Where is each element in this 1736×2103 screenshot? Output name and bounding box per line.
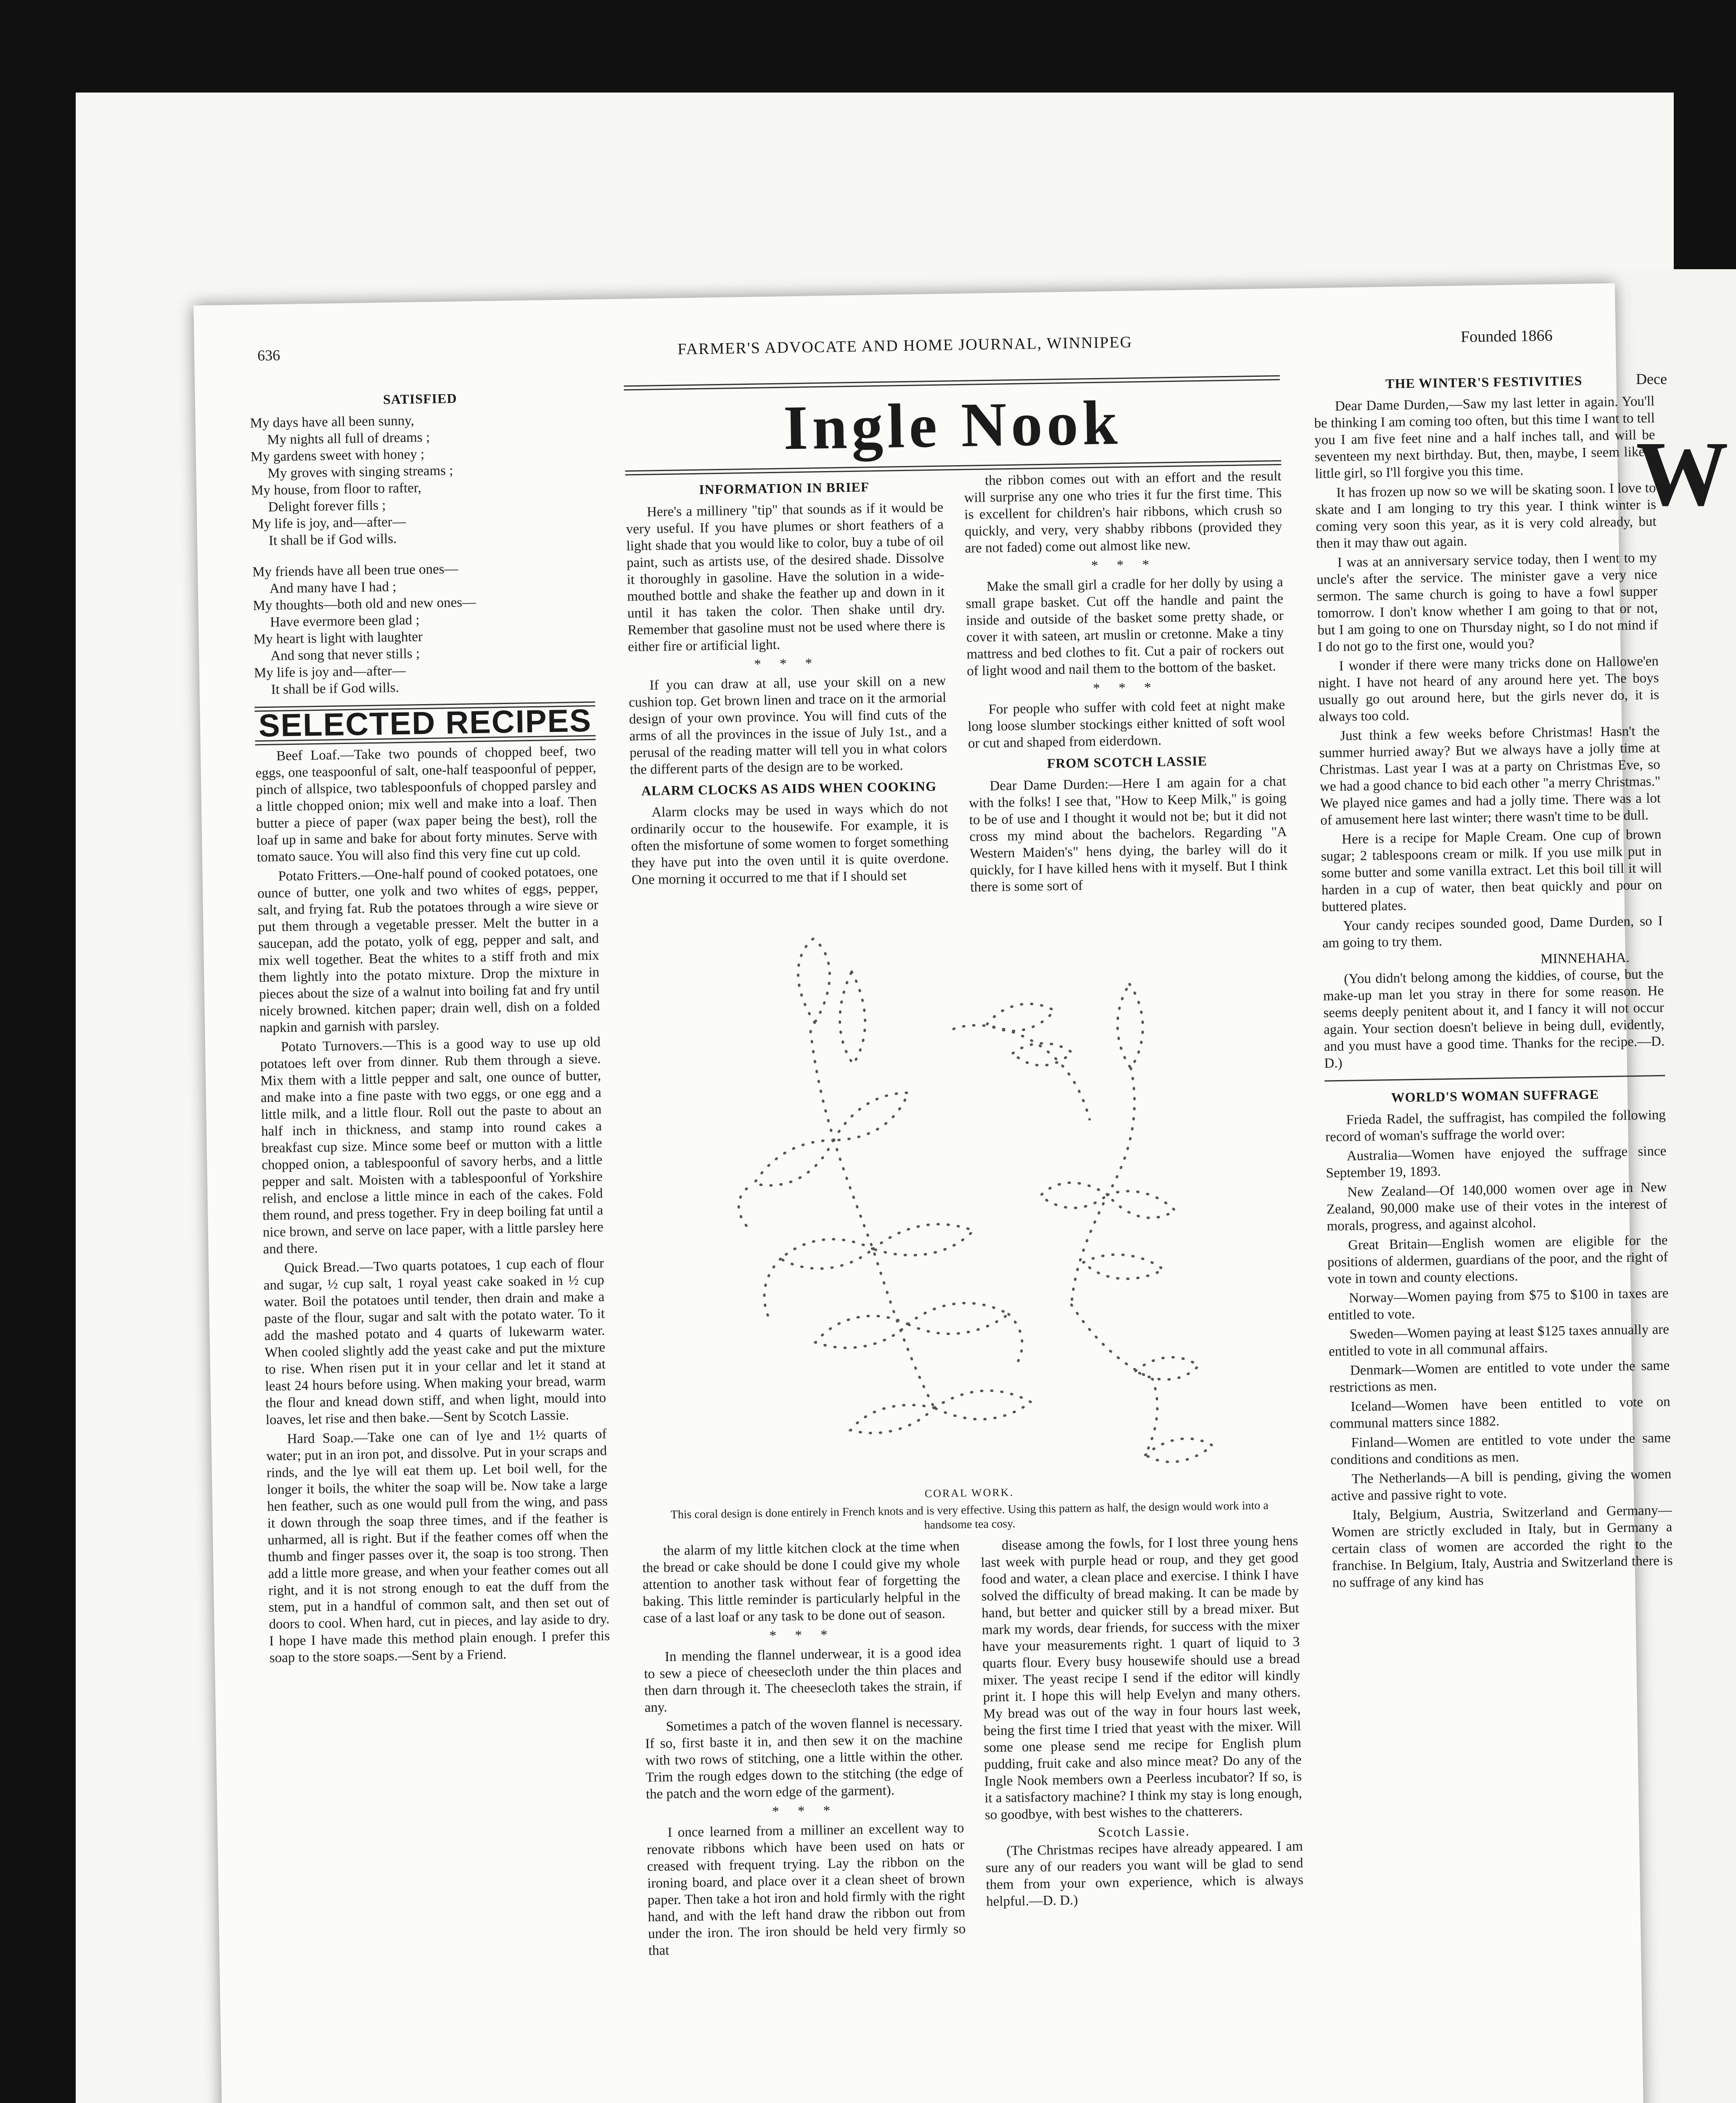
ingle-nook-upper <box>625 468 1288 903</box>
suffrage-paragraph: Iceland—Women have been entitled to vote on communal matters since 1882. <box>1330 1394 1670 1432</box>
poem-line: Have evermore been glad ; <box>270 612 420 630</box>
poem-line: And song that never stills ; <box>270 646 420 664</box>
poem-line: My days have all been sunny, <box>250 413 414 431</box>
poem-line: My nights all full of dreams ; <box>267 429 430 448</box>
coral-work-figure <box>632 898 1297 1488</box>
ingle-nook-lower-right <box>980 1533 1305 1957</box>
poem-line: My heart is light with laughter <box>253 629 423 647</box>
info-paragraph: the ribbon comes out with an effort and the result will surprise any one who tries it fur the first time. This is excellent for children's hair ribbons, which crush so quickly, and very, very shabby ribbons (provided they are not faded) come out almost like new. <box>964 468 1283 556</box>
suffrage-paragraph: Italy, Belgium, Austria, Switzerland and Germany—Women are strictly excluded in Italy, but in Germany a certain class of women are accorded the right to the franchise. In Belgium, Italy, Austria and Switzerland there is no suffrage of any kind has <box>1331 1502 1673 1591</box>
column-left <box>249 384 610 1669</box>
editor-note: (The Christmas recipes have already appeared. I am sure any of our readers you want will be glad to send them from your own experience, which is always helpful.—D. D.) <box>985 1838 1304 1910</box>
suffrage-paragraph: Norway—Women paying from $75 to $100 in taxes are entitled to vote. <box>1328 1285 1669 1323</box>
winter-paragraph: Here is a recipe for Maple Cream. One cup of brown sugar; 2 tablespoons cream or milk. If you use milk put in some butter and some vanilla extract. Let this boil till it will harden in a cup of water, then beat quickly and pour on buttered plates. <box>1321 826 1662 915</box>
info-heading: INFORMATION IN BRIEF <box>699 479 870 497</box>
suffrage-heading: WORLD'S WOMAN SUFFRAGE <box>1391 1086 1599 1105</box>
poem-line: My life is joy, and—after— <box>251 514 406 532</box>
poem-line: And many have I had ; <box>269 579 397 596</box>
suffrage-paragraph: Australia—Women have enjoyed the suffrage since September 19, 1893. <box>1326 1143 1667 1181</box>
column-middle <box>624 373 1305 1962</box>
suffrage-paragraph: Denmark—Women are entitled to vote under the same restrictions as men. <box>1329 1358 1670 1396</box>
recipe-paragraph: Quick Bread.—Two quarts potatoes, 1 cup each of flour and sugar, ½ cup salt, 1 royal yeast cake soaked in ½ cup water. Boil the potatoes until tender, then drain and make a paste of the flour, sugar and salt with the potato water. To it add the mashed potato and 4 quarts of lukewarm water. When cooled slightly add the yeast cake and put the mixture to rise. When risen put it in your cellar and let it stand at least 24 hours before using. When making your bread, warm the flour and knead down stiff, and when light, mould into loaves, let rise and then bake.—Sent by Scotch Lassie. <box>263 1255 606 1428</box>
scotch-paragraph: Dear Dame Durden:—Here I am again for a chat with the folks! I see that, "How to Keep Milk," is going to be of use and I thought it would not be; but it did not cross my mind about the bachelors. Regarding "A Western Maiden's" hens dying, the barley will do it quickly, for I have killed hens with it myself. But I think there is some sort of <box>969 773 1288 895</box>
stars-divider: * * * <box>754 656 820 672</box>
continued-paragraph: disease among the fowls, for I lost three young hens last week with purple head or roup, and they get good food and water, a clean place and exercise. I think I have solved the difficulty of bread making. It can be made by hand, but better and quicker still by a bread mixer. But mark my words, dear friends, for success with the mixer have your measurements right. 1 quart of liquid to 3 quarts flour. Every busy housewife should use a bread mixer. The yeast recipe I send if the editor will kindly print it. I hope this will help Evelyn and many others. My bread was out of the way in four hours last week, being the first time I tried that yeast with the mixer. Will some one please send me recipe for English plum pudding, fruit cake and also mince meat? Do any of the Ingle Nook members own a Peerless incubator? If so, is it a satisfactory machine? I think my stay is long enough, so goodbye, with best wishes to the chatterers. <box>981 1533 1302 1823</box>
poem-line: My life is joy and—after— <box>254 663 406 681</box>
column-right <box>1313 367 1673 1594</box>
stars-divider: * * * <box>772 1803 838 1820</box>
info-paragraph: Here's a millinery "tip" that sounds as if it would be very useful. If you have plumes or short feathers of a light shade that you would like to color, buy a tube of oil paint, such as artists use, of the desired shade. Dissolve it thoroughly in gasoline. Have the solution in a wide-mouthed bottle and shake the feather up and down in it until it has taken the color. Then shake until dry. Remember that gasoline must not be used where there is either fire or artificial light. <box>626 500 945 655</box>
recipe-paragraph: Beef Loaf.—Take two pounds of chopped beef, two eggs, one teaspoonful of salt, one-half teaspoonful of pepper, pinch of allspice, two tablespoonfuls of chopped parsley and a little chopped onion; mix well and make into a loaf. Then butter a piece of paper (wax paper being the best), roll the loaf up in same and bake for about forty minutes. Serve with tomato sauce. You will also find this very fine cut up cold. <box>255 743 598 865</box>
page-header <box>257 326 1553 372</box>
recipe-paragraph: Potato Turnovers.—This is a good way to use up old potatoes left over from dinner. Rub them through a sieve. Mix them with a little pepper and salt, one ounce of butter, and make into a fine paste with two eggs, or one egg and a little milk, and a little flour. Roll out the paste to about an half inch in thickness, and stamp into round cakes a breakfast cup size. Mince some beef or mutton with a little chopped onion, a tablespoonful of savory herbs, and a little pepper and salt. Moisten with a tablespoonful of Yorkshire relish, and enclose a little mince in each of the cakes. Fold them round, and press together. Fry in deep boiling fat until a nice brown, and serve on lace paper, with a little parsley here and there. <box>260 1034 604 1257</box>
winter-paragraph: I wonder if there were many tricks done on Hallowe'en night. I have not heard of any around here yet. The boys usually go out around here, but the girls never do, it is always too cold. <box>1318 653 1659 725</box>
ingle-nook-title: Ingle Nook <box>783 387 1122 463</box>
stars-divider: * * * <box>1091 557 1157 574</box>
poem-title: SATISFIED <box>383 390 457 407</box>
continued-paragraph: Sometimes a patch of the woven flannel is necessary. If so, first baste it in, and then sew it on the machine with two rows of stitching, one a little within the other. Trim the rough edges down to the stitching (the edge of the patch and the worn edge of the garment). <box>645 1714 963 1802</box>
winter-heading: THE WINTER'S FESTIVITIES <box>1385 373 1583 392</box>
journal-title: FARMER'S ADVOCATE AND HOME JOURNAL, WINNIPEG <box>677 333 1133 358</box>
suffrage-paragraph: The Netherlands—A bill is pending, giving the women active and passive right to vote. <box>1331 1466 1672 1504</box>
suffrage-paragraph: Great Britain—English women are eligible for the positions of aldermen, guardians of the poor, and the right of vote in town and county elections. <box>1327 1232 1668 1287</box>
minnehaha-signature: MINNEHAHA. <box>1540 950 1630 967</box>
winter-paragraph: I was at an anniversary service today, then I went to my uncle's after the service. The minister gave a very nice sermon. The same church is going to have a fowl supper tomorrow. I don't know whether I am going to that or not, but I am going to one on Thursday night, so I do not mind if I do not go to the first one, would you? <box>1316 550 1658 655</box>
editor-note: (You didn't belong among the kiddies, of course, but the make-up man let you stray in there for some reason. He seems deeply penitent about it, and I fancy it will not occur again. Your section doesn't believe in being dull, evidently, and you must have a good time. Thanks for the recipe.—D. D.) <box>1323 966 1665 1071</box>
scotch-heading: FROM SCOTCH LASSIE <box>1047 753 1207 771</box>
suffrage-paragraph: New Zealand—Of 140,000 women over age in New Zealand, 90,000 make use of their votes in the interest of morals, progress, and against alcohol. <box>1326 1179 1667 1234</box>
recipes-heading: SELECTED RECIPES <box>258 702 592 744</box>
ingle-nook-upper-left <box>625 473 950 904</box>
stars-divider: * * * <box>769 1627 835 1644</box>
poem-line: My groves with singing streams ; <box>267 463 453 481</box>
scotch-lassie-signature: Scotch Lassie. <box>1098 1823 1190 1841</box>
ingle-nook-lower <box>642 1533 1305 1962</box>
continued-paragraph: I once learned from a milliner an excellent way to renovate ribbons which have been used on hats or creased with frequent trying. Lay the ribbon on the ironing board, and place over it a clean sheet of brown paper. Then take a hot iron and hold firmly with the right hand, and with the left hand draw the ribbon out from under the iron. The iron should be held very firmly so that <box>646 1820 966 1959</box>
suffrage-paragraph: Finland—Women are entitled to vote under the same conditions and conditions as men. <box>1330 1430 1671 1468</box>
page-number: 636 <box>257 347 281 364</box>
poem-line: It shall be if God wills. <box>268 531 397 548</box>
coral-design-illustration <box>632 898 1297 1488</box>
info-paragraph: If you can draw at all, use your skill on a new cushion top. Get brown linen and trace on it the armorial design of your own province. You will find cuts of the arms of all the provinces in the issue of July 1st., and a perusal of the reading matter will tell you in what colors the different parts of the design are to be worked. <box>628 673 947 778</box>
poem-line: Delight forever fills ; <box>268 498 386 515</box>
ingle-nook-upper-right <box>964 468 1288 898</box>
info-paragraph: Make the small girl a cradle for her dolly by using a small grape basket. Cut off the handle and paint the inside and outside of the basket some pretty shade, or cover it with sateen, art muslin or cretonne. Make a tiny mattress and bed clothes to fit. Cut a pair of rockers out of light wood and nail them to the bottom of the basket. <box>966 574 1284 679</box>
alarm-paragraph: Alarm clocks may be used in ways which do not ordinarily occur to the housewife. For example, it is often the misfortune of some women to forget something they have put into the oven until it is quite overdone. One morning it occurred to me that if I should set <box>630 800 949 888</box>
stars-divider: * * * <box>1093 680 1159 697</box>
suffrage-paragraph: Sweden—Women paying at least $125 taxes annually are entitled to vote in all communal affairs. <box>1328 1322 1670 1359</box>
figure-title: CORAL WORK. <box>924 1486 1014 1500</box>
figure-caption: This coral design is done entirely in French knots and is very effective. Using this pattern as half, the design would work into a handsome tea cosy. <box>670 1499 1269 1532</box>
suffrage-paragraph: Frieda Radel, the suffragist, has compiled the following record of woman's suffrage the world over: <box>1325 1107 1666 1145</box>
poem-line: My friends have all been true ones— <box>252 561 458 580</box>
poem-line: My house, from floor to rafter, <box>251 480 422 498</box>
recipe-paragraph: Hard Soap.—Take one can of lye and 1½ quarts of water; put in an iron pot, and dissolve. Put in your scraps and rinds, and the lye will eat them up. Let boil well, for the longer it boils, the whiter the soap will be. Now take a large hen feather, such as one would pull from the wing, and pass it down through the soap three times, and if the feather is unharmed, all is right. But if the feather comes off when the thumb and finger passes over it, the soap is too strong. Then add a little more grease, and when your feather comes out all right, and it is not strong enough to eat the duff from the stem, put in a handful of common salt, and then set out of doors to cool. When hard, cut in pieces, and lay aside to dry. I hope I have made this method plain enough. I prefer this soap to the store soaps.—Sent by a Friend. <box>266 1426 610 1666</box>
winter-paragraph: It has frozen up now so we will be skating soon. I love to skate and I am longing to try this year. I think winter is coming very soon this year, as it is very cold already, but then it may thaw out again. <box>1315 480 1657 551</box>
adjacent-page-header: Dece <box>1636 371 1667 387</box>
poem <box>250 410 595 699</box>
info-paragraph: For people who suffer with cold feet at night make long loose slumber stockings either knitted of soft wool or cut and shaped from eiderdown. <box>967 697 1286 751</box>
poem-line: It shall be if God wills. <box>271 680 400 697</box>
winter-paragraph: Your candy recipes sounded good, Dame Durden, so I am going to try them. <box>1322 913 1663 951</box>
winter-paragraph: Dear Dame Durden,—Saw my last letter in again. You'll be thinking I am coming too often, but this time I want to tell you I am five feet nine and a half inches tall, and will be seventeen my next birthday. But, then, maybe, I seem like a little girl, so I'll forgive you this time. <box>1314 394 1656 482</box>
continued-paragraph: the alarm of my little kitchen clock at the time when the bread or cake should be done I could give my whole attention to another task without fear of forgetting the baking. This little reminder is particularly helpful in the case of a last loaf or any task to be done out of season. <box>642 1539 961 1626</box>
section-divider <box>1324 1075 1665 1082</box>
alarm-heading: ALARM CLOCKS AS AIDS WHEN COOKING <box>641 778 937 798</box>
recipe-paragraph: Potato Fritters.—One-half pound of cooked potatoes, one ounce of butter, one yolk and two whites of eggs, pepper, salt, and frying fat. Rub the potatoes through a wire sieve or put them through a vegetable presser. Melt the butter in a saucepan, add the potato, yolk of egg, pepper and salt, and mix well together. Beat the whites to a stiff froth and mix them lightly into the potato mixture. Drop the mixture in pieces about the size of a walnut into boiling fat and fry until nicely browned. kitchen paper; drain well, dish on a folded napkin and garnish with parsley. <box>257 863 600 1036</box>
founded-label: Founded 1866 <box>1460 326 1553 346</box>
winter-paragraph: Just think a few weeks before Christmas! Hasn't the summer hurried away? But we always have a jolly time at Christmas. Last year I was at a party on Christmas Eve, so we had a good chance to bid each other "a merry Christmas." We played nice games and had a jolly time. There was a lot of amusement here last winter; there wasn't time to be dull. <box>1319 723 1661 828</box>
continued-paragraph: In mending the flannel underwear, it is a good idea to sew a piece of cheesecloth under the thin places and then darn through it. The cheesecloth takes the strain, if any. <box>644 1645 962 1716</box>
poem-line: My thoughts—both old and new ones— <box>253 595 476 614</box>
adjacent-page-letter: W <box>1636 422 1728 525</box>
poem-line: My gardens sweet with honey ; <box>250 446 425 465</box>
ingle-nook-lower-left <box>642 1538 966 1962</box>
